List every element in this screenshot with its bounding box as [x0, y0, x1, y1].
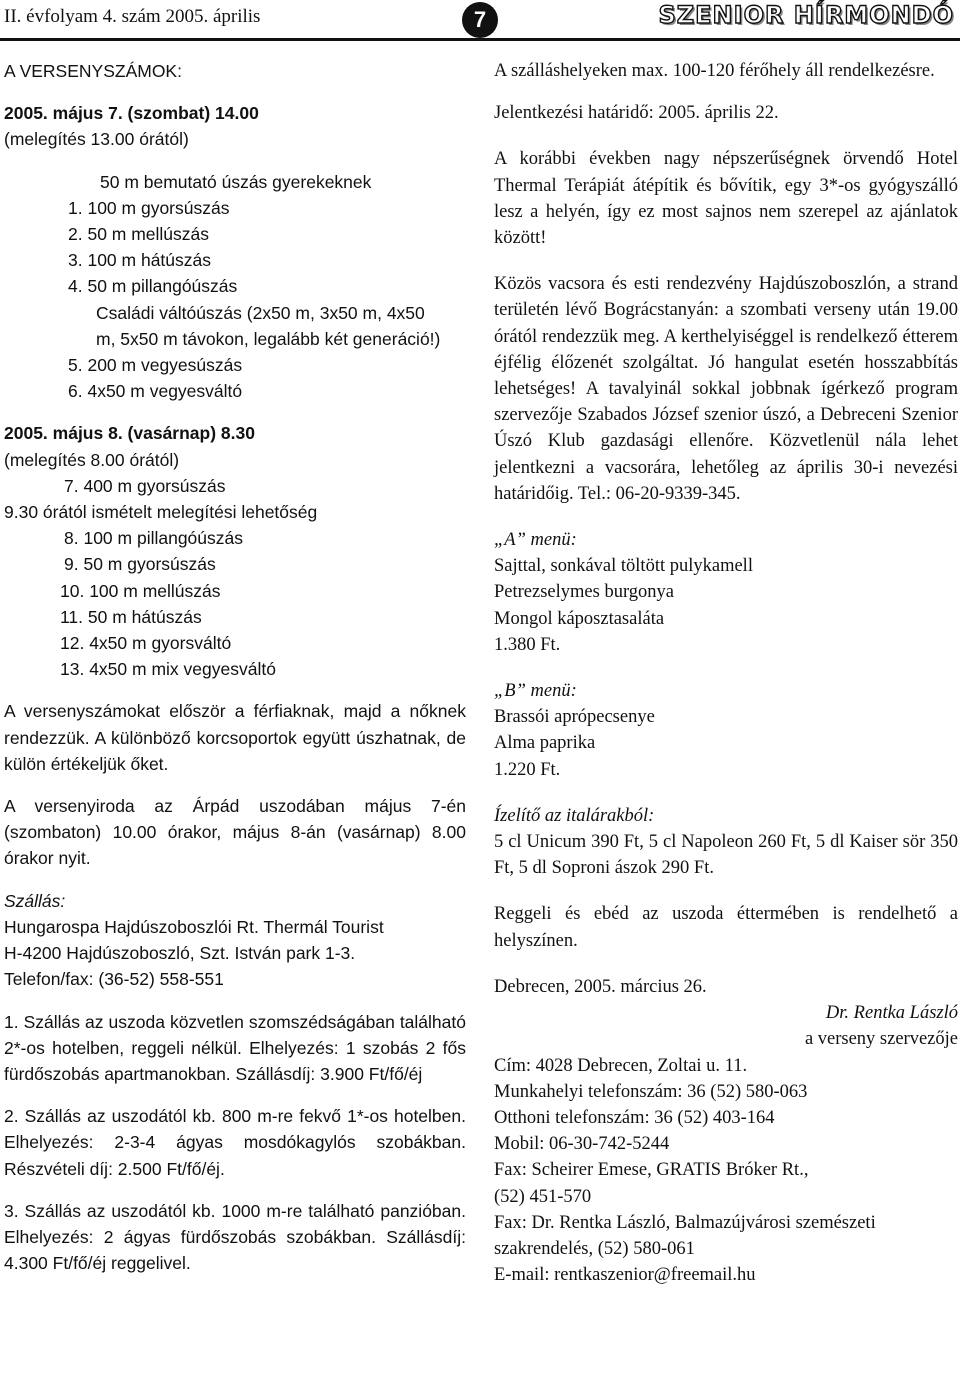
list-item: 12. 4x50 m gyorsváltó: [60, 633, 232, 654]
office-note: A versenyiroda az Árpád uszodában május 7-én (szombaton) 10.00 órakor, május 8-án (vasárnap) 8.00 órakor nyit.: [4, 796, 466, 869]
list-item: 8. 100 m pillangóúszás: [64, 528, 243, 549]
order-note: A versenyszámokat először a férfiaknak, majd a nőknek rendezzük. A különböző korcsoportok együtt úszhatnak, de külön értékeljük őket.: [4, 701, 466, 774]
menu-item: Mongol káposztasaláta: [494, 608, 665, 629]
day2-heading: 2005. május 8. (vasárnap) 8.30: [4, 423, 255, 444]
drinks-title: Ízelítő az italárakból:: [494, 805, 655, 826]
capacity-note: A szálláshelyeken max. 100-120 férőhely áll rendelkezésre.: [494, 61, 935, 81]
list-item: 50 m bemutató úszás gyerekeknek: [100, 171, 372, 192]
lodging-line: H-4200 Hajdúszoboszló, Szt. István park 1-3.: [4, 943, 356, 964]
day2-warmup: (melegítés 8.00 órától): [4, 449, 180, 470]
header-rule: [0, 38, 960, 41]
list-item: 2. 50 m mellúszás: [68, 224, 210, 245]
menu-price: 1.220 Ft.: [494, 759, 561, 780]
lodging-line: Telefon/fax: (36-52) 558-551: [4, 969, 224, 990]
day1-heading: 2005. május 7. (szombat) 14.00: [4, 103, 259, 124]
contact-line: (52) 451-570: [494, 1186, 592, 1207]
list-item: 10. 100 m mellúszás: [60, 580, 221, 601]
list-item: 11. 50 m hátúszás: [60, 606, 202, 627]
dinner-note: Közös vacsora és esti rendezvény Hajdúszoboszlón, a strand területén lévő Bográcstanyán: a szombati verseny után 19.00 órától rendezzük meg. A kerthelyiséggel is rendelkező étterem éjfélig élőzenét szolgáltat. Jó hangulat esetén hosszabbítás lehetséges! A tavalyinál sokkal jobbnak ígérkező program szervezője Szabados József szenior úszó, a Debreceni Szenior Úszó Klub gazdasági ellenőre. Közvetlenül nála lehet jelentkezni a vacsorára, lehetőleg az április 30-i nevezési határidőig. Tel.: 06-20-9339-345.: [494, 274, 958, 504]
list-item: 7. 400 m gyorsúszás: [64, 475, 226, 496]
meals-note: Reggeli és ebéd az uszoda éttermében is rendelhető a helyszínen.: [494, 904, 958, 951]
date-place: Debrecen, 2005. március 26.: [494, 976, 707, 997]
menu-price: 1.380 Ft.: [494, 634, 561, 655]
lodging-option-1: 1. Szállás az uszoda közvetlen szomszédságában található 2*-os hotelben, reggeli nélkül. Elhelyezés: 1 szobás 2 fős fürdőszobás apartmanokban. Szállásdíj: 3.900 Ft/fő/éj: [4, 1011, 466, 1084]
contact-line: Fax: Scheirer Emese, GRATIS Bróker Rt.,: [494, 1160, 809, 1181]
list-item: 1. 100 m gyorsúszás: [68, 197, 230, 218]
events-title: A VERSENYSZÁMOK:: [4, 61, 182, 81]
contact-line: Munkahelyi telefonszám: 36 (52) 580-063: [494, 1081, 808, 1102]
email-link[interactable]: E-mail: rentkaszenior@freemail.hu: [494, 1265, 756, 1286]
menu-item: Petrezselymes burgonya: [494, 582, 674, 603]
list-item: 3. 100 m hátúszás: [68, 250, 211, 271]
lodging-option-3: 3. Szállás az uszodától kb. 1000 m-re található panzióban. Elhelyezés: 2 ágyas fürdőszobás szobákban. Szállásdíj: 4.300 Ft/fő/éj reggelivel.: [4, 1200, 466, 1274]
signer-name: Dr. Rentka László: [825, 1003, 958, 1024]
contact-line: Fax: Dr. Rentka László, Balmazújvárosi szemészeti: [494, 1212, 876, 1233]
day1-warmup: (melegítés 13.00 órától): [4, 129, 189, 150]
contact-line: szakrendelés, (52) 580-061: [494, 1238, 695, 1259]
lodging-option-2: 2. Szállás az uszodától kb. 800 m-re fekvő 1*-os hotelben. Elhelyezés: 2-3-4 ágyas mosdókagylós szobákban. Részvételi díj: 2.500 Ft/fő/éj.: [4, 1106, 466, 1179]
page-header: [0, 0, 960, 40]
day2-list: [4, 525, 466, 682]
contact-line: Mobil: 06-30-742-5244: [494, 1134, 670, 1155]
contact-line: Cím: 4028 Debrecen, Zoltai u. 11.: [494, 1055, 748, 1076]
hotel-note: A korábbi években nagy népszerűségnek örvendő Hotel Thermal Terápiát átépítik és bővítik, egy 3*-os gyógyszálló lesz a helyén, így ez most sajnos nem szerepel az ajánlatok között!: [494, 149, 958, 249]
menu-item: Brassói aprópecsenye: [494, 707, 655, 728]
right-column: [494, 58, 958, 1288]
list-item: 5. 200 m vegyesúszás: [68, 355, 243, 376]
menu-item: Alma paprika: [494, 733, 596, 754]
list-item: 9. 50 m gyorsúszás: [64, 554, 216, 575]
list-item: m, 5x50 m távokon, legalább két generáció!): [96, 328, 441, 349]
page-number: 7: [462, 2, 498, 38]
lodging-line: Hungarospa Hajdúszoboszlói Rt. Thermál Tourist: [4, 916, 384, 937]
drinks-list: 5 cl Unicum 390 Ft, 5 cl Napoleon 260 Ft, 5 dl Kaiser sör 350 Ft, 5 dl Soproni ászok 290 Ft.: [494, 832, 958, 879]
newsletter-title: SZENIOR HÍRMONDÓ: [658, 1, 954, 29]
issue-info: II. évfolyam 4. szám 2005. április: [4, 6, 261, 27]
list-item: 6. 4x50 m vegyesváltó: [68, 381, 243, 402]
contact-line: Otthoni telefonszám: 36 (52) 403-164: [494, 1107, 775, 1128]
deadline-note: Jelentkezési határidő: 2005. április 22.: [494, 103, 779, 124]
list-item: Családi váltóúszás (2x50 m, 3x50 m, 4x50: [96, 302, 425, 323]
menu-item: Sajttal, sonkával töltött pulykamell: [494, 556, 753, 577]
left-column: [4, 58, 466, 1276]
signer-role: a verseny szervezője: [804, 1029, 958, 1050]
list-item: 4. 50 m pillangóúszás: [68, 276, 238, 297]
list-item: 13. 4x50 m mix vegyesváltó: [60, 659, 276, 680]
rewarm-note: 9.30 órától ismételt melegítési lehetőség: [4, 502, 318, 523]
lodging-title: Szállás:: [4, 890, 66, 911]
menu-a-title: „A” menü:: [494, 530, 577, 551]
menu-b-title: „B” menü:: [494, 681, 577, 702]
day1-list: [4, 169, 466, 405]
